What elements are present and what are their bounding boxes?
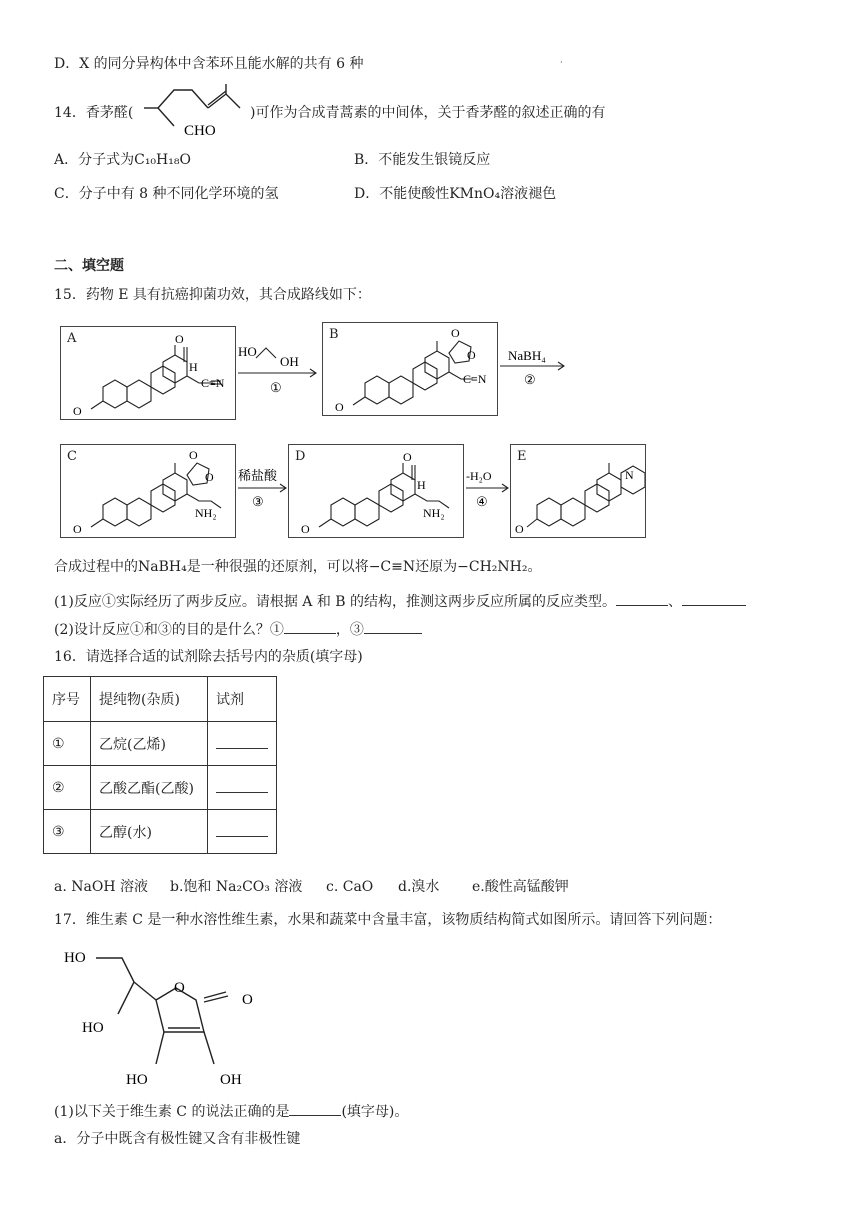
q15-sub2-text-a: (2)设计反应①和③的目的是什么？①: [54, 622, 284, 638]
svg-text:H: H: [417, 478, 426, 492]
svg-text:O: O: [175, 332, 184, 346]
vc-ring-o: O: [174, 980, 185, 996]
reagent-3: 稀盐酸: [238, 468, 278, 483]
svg-text:O: O: [205, 470, 214, 484]
table-row: [44, 810, 277, 854]
header-substance: 提纯物(杂质): [91, 677, 208, 722]
q16-option-d: d.溴水: [398, 879, 440, 895]
vitamin-c-structure: [56, 940, 276, 1090]
answer-blank[interactable]: [364, 619, 422, 634]
row-substance: 乙酸乙酯(乙酸): [91, 766, 208, 810]
cho-label: CHO: [184, 123, 216, 139]
compound-a-box: [60, 326, 236, 420]
q16-option-c: c. CaO: [326, 879, 374, 895]
svg-text:O: O: [335, 400, 344, 414]
answer-blank[interactable]: [216, 778, 268, 793]
row-index: ②: [44, 766, 91, 810]
svg-text:NH₂: NH₂: [195, 506, 217, 520]
q16-option-e: e.酸性高锰酸钾: [472, 879, 569, 895]
q13-option-d: D．X 的同分异构体中含苯环且能水解的共有 6 种: [54, 56, 364, 72]
reagent-blank-cell[interactable]: [208, 810, 277, 854]
table-header-row: [44, 677, 277, 722]
svg-text:O: O: [73, 404, 82, 418]
q14-option-d: D．不能使酸性KMnO₄溶液褪色: [354, 186, 557, 202]
answer-blank[interactable]: [682, 591, 746, 606]
q15-stem: 15．药物 E 具有抗癌抑菌功效，其合成路线如下：: [54, 287, 371, 303]
reagent-blank-cell[interactable]: [208, 722, 277, 766]
compound-d-label: D: [295, 449, 306, 464]
reaction-arrow-3: [236, 462, 290, 522]
compound-d-box: [288, 444, 464, 538]
step-4-label: ④: [476, 494, 488, 509]
q14-stem-prefix: 14．香茅醛(: [54, 105, 134, 121]
reagent-1-ho: HO: [238, 344, 257, 359]
svg-text:C≡N: C≡N: [463, 372, 487, 386]
table-row: [44, 722, 277, 766]
q16-option-b: b.饱和 Na₂CO₃ 溶液: [170, 879, 303, 895]
q14-stem-suffix: )可作为合成青蒿素的中间体，关于香茅醛的叙述正确的有: [250, 105, 606, 121]
q14-option-a: A．分子式为C₁₀H₁₈O: [54, 152, 191, 168]
compound-e-box: [510, 444, 646, 538]
compound-b-box: [322, 322, 498, 416]
svg-text:O: O: [73, 522, 82, 536]
reaction-arrow-4: [464, 462, 510, 522]
purification-table: [43, 676, 277, 854]
reaction-arrow-1: [236, 340, 318, 400]
svg-text:O: O: [189, 448, 198, 462]
q16-stem: 16．请选择合适的试剂除去括号内的杂质(填字母): [54, 649, 363, 665]
svg-text:H: H: [189, 360, 198, 374]
vc-ho-bottom-left: HO: [126, 1072, 148, 1088]
q17-stem: 17．维生素 C 是一种水溶性维生素，水果和蔬菜中含量丰富，该物质结构简式如图所示。请回答下列问题：: [54, 912, 722, 928]
row-substance: 乙醇(水): [91, 810, 208, 854]
step-2-label: ②: [524, 372, 536, 387]
q17-sub1-text-a: (1)以下关于维生素 C 的说法正确的是: [54, 1104, 290, 1120]
reagent-2: NaBH₄: [508, 348, 546, 363]
svg-text:O: O: [451, 326, 460, 340]
svg-text:O: O: [515, 522, 524, 536]
citronellal-structure: [140, 84, 252, 140]
step-1-label: ①: [270, 380, 282, 395]
reagent-1-oh: OH: [280, 354, 299, 369]
q17-option-a: a．分子中既含有极性键又含有非极性键: [54, 1131, 301, 1147]
q15-sub1: [54, 591, 746, 612]
q17-sub1-text-b: (填字母)。: [341, 1104, 409, 1120]
vc-oh-bottom-right: OH: [220, 1072, 242, 1088]
answer-blank[interactable]: [216, 822, 268, 837]
q15-sub2-text-b: ，③: [335, 622, 364, 638]
q15-sub1-text: (1)反应①实际经历了两步反应。请根据 A 和 B 的结构，推测这两步反应所属的反应类型。: [54, 594, 617, 610]
q15-note: 合成过程中的NaBH₄是一种很强的还原剂，可以将−C≡N还原为−CH₂NH₂。: [54, 559, 542, 575]
row-index: ③: [44, 810, 91, 854]
row-substance: 乙烷(乙烯): [91, 722, 208, 766]
compound-c-label: C: [67, 449, 77, 464]
answer-blank[interactable]: [616, 591, 668, 606]
answer-blank[interactable]: [289, 1101, 341, 1116]
vc-ho-mid: HO: [82, 1020, 104, 1036]
row-index: ①: [44, 722, 91, 766]
step-3-label: ③: [252, 494, 264, 509]
vc-keto-o: O: [242, 992, 253, 1008]
q14-option-b: B．不能发生银镜反应: [354, 152, 491, 168]
svg-text:N: N: [625, 468, 634, 482]
q14-option-c: C．分子中有 8 种不同化学环境的氢: [54, 186, 279, 202]
svg-text:O: O: [467, 348, 476, 362]
header-index: 序号: [44, 677, 91, 722]
section-heading: 二、填空题: [54, 258, 124, 274]
reagent-blank-cell[interactable]: [208, 766, 277, 810]
svg-text:O: O: [301, 522, 310, 536]
svg-text:NH₂: NH₂: [423, 506, 445, 520]
compound-c-box: [60, 444, 236, 538]
table-row: [44, 766, 277, 810]
q15-sub2: [54, 619, 422, 640]
q17-sub1: [54, 1101, 408, 1122]
q16-option-a: a. NaOH 溶液: [54, 879, 148, 895]
reagent-4: -H₂O: [466, 469, 492, 483]
header-reagent: 试剂: [208, 677, 277, 722]
compound-a-label: A: [67, 331, 77, 346]
svg-text:O: O: [403, 450, 412, 464]
answer-blank[interactable]: [284, 619, 336, 634]
compound-b-label: B: [329, 327, 339, 342]
svg-text:C≡N: C≡N: [201, 376, 225, 390]
stray-dot: ·: [560, 58, 563, 67]
vc-ho-top: HO: [64, 950, 86, 966]
reaction-arrow-2: [498, 340, 570, 400]
compound-e-label: E: [517, 449, 527, 464]
answer-blank[interactable]: [216, 734, 268, 749]
q15-sub1-sep: 、: [668, 594, 683, 610]
